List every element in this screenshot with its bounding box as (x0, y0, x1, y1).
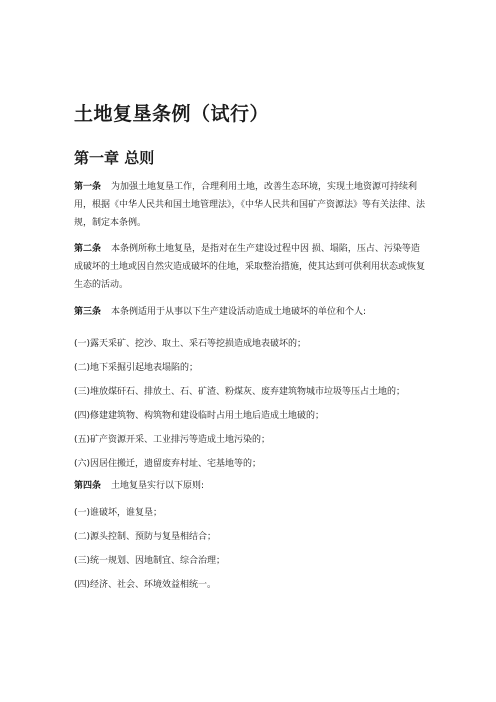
article-4-item: (四)经济、社会、环境效益相统一。 (74, 580, 217, 590)
article-4-text: 土地复垦实行以下原则: (111, 481, 205, 491)
article-3 (74, 303, 426, 321)
article-4-label: 第四条 (74, 481, 102, 491)
article-3-item: (六)因居住搬迁，遗留废弃村址、宅基地等的； (74, 459, 262, 469)
article-3-item: (五)矿产资源开采、工业排污等造成土地污染的； (74, 435, 271, 445)
article-2-text: 本条例所称土地复垦，是指对在生产建设过程中因 损、塌陷，压占、污染等造成破坏的土地或因自然灾造成破坏的住地，采取整治措施，使其达到可供利用状态或恢复生态的活动。 (74, 244, 426, 290)
chapter-heading: 第一章 总则 (74, 149, 155, 167)
article-4 (74, 477, 426, 495)
article-1-label: 第一条 (74, 182, 102, 192)
article-2-label: 第二条 (74, 244, 102, 254)
article-3-item: (四)修建建筑物、构筑物和建设临时占用土地后造成土地破的； (74, 411, 325, 421)
article-4-item: (二)源头控制、预防与复垦相结合； (74, 532, 217, 542)
article-3-item: (一)露天采矿、挖沙、取土、采石等挖损造成地表破坏的； (74, 339, 307, 349)
article-1 (74, 178, 426, 232)
article-2 (74, 240, 426, 294)
article-3-label: 第三条 (74, 307, 102, 317)
article-4-item: (一)谁破坏，谁复垦； (74, 508, 163, 518)
article-1-text: 为加强土地复垦工作，合理利用土地，改善生态环境，实现土地资源可持续利用，根据《中华人民共和国土地管理法》，《中华人民共和国矿产资源法》等有关法律、法规，制定本条例。 (74, 182, 426, 228)
article-3-text: 本条例适用于从事以下生产建设活动造成土地破坏的单位和个人: (111, 307, 367, 317)
article-4-item: (三)统一规划、因地制宜、综合治理； (74, 556, 226, 566)
article-3-item: (三)堆放煤矸石、排放土、石、矿渣、粉煤灰、废弃建筑物城市垃圾等压占土地的； (74, 387, 406, 397)
document-title: 土地复垦条例（试行） (74, 103, 270, 125)
article-3-item: (二)地下采掘引起地表塌陷的； (74, 363, 199, 373)
